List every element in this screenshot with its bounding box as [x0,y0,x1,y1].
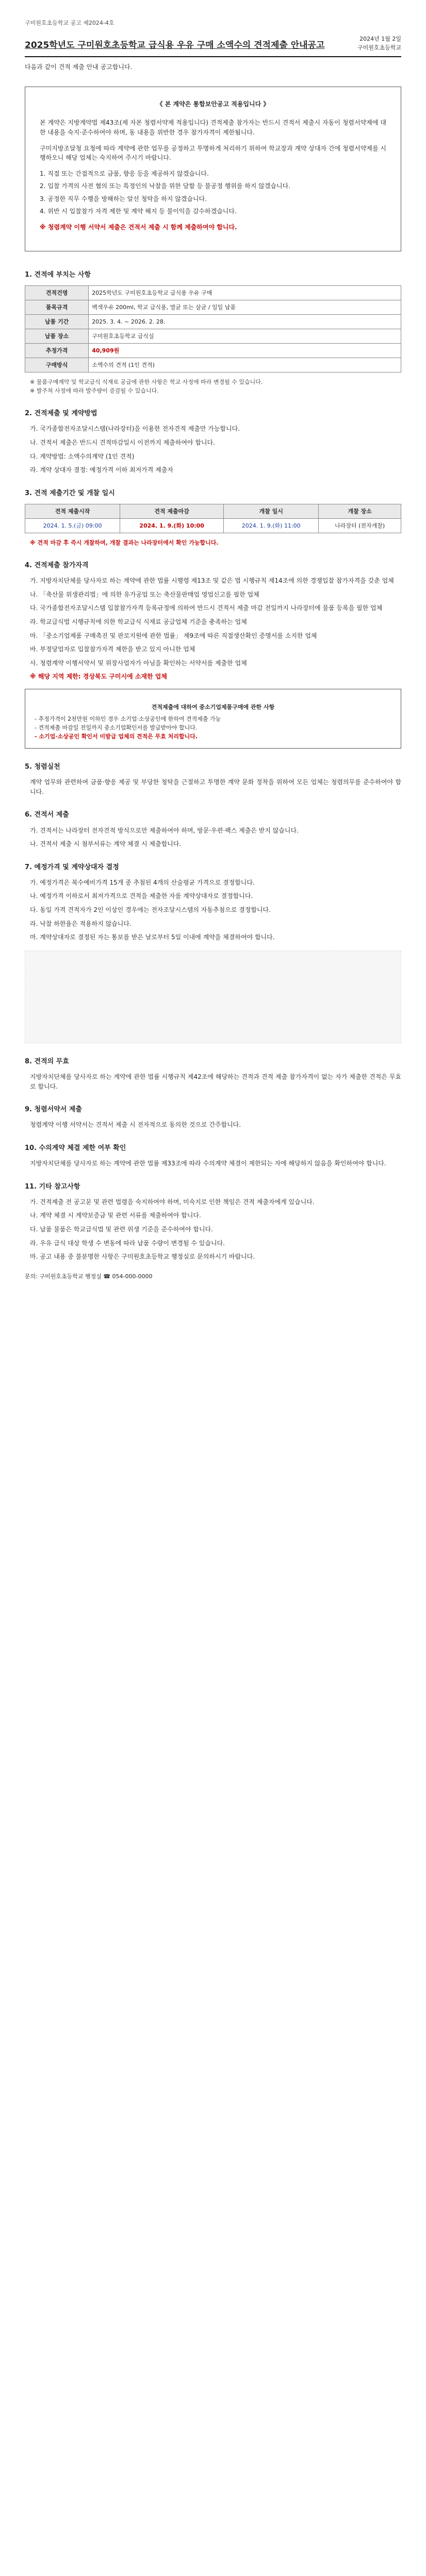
section-1-note: ※ 물품구매계약 및 학교급식 식재료 공급에 관한 사항은 학교 사정에 따라 변경될 수 있습니다. [30,379,263,386]
integrity-notice-box [25,87,401,251]
notice-footer: ※ 청렴계약 이행 서약서 제출은 견적서 제출 시 함께 제출하여야 합니다. [40,224,237,231]
table-row [25,358,401,372]
sme-notice-box [25,689,401,749]
section-6-line: 가. 견적서는 나라장터 전자견적 방식으로만 제출하여야 하며, 방문·우편·팩스 제출은 받지 않습니다. [30,826,299,834]
table-cell: 2024. 1. 5.(금) 09:00 [25,518,120,533]
notice-paragraph: 구미지방조달청 요청에 따라 계약에 관한 업무를 공정하고 투명하게 처리하기 위하여 학교장과 계약 상대자 간에 청렴서약제를 시행하오니 해당 업체는 숙지하여 주시기 바랍니다. [40,144,386,162]
section-7-line: 마. 계약상대자로 결정된 자는 통보를 받은 날로부터 5일 이내에 계약을 체결하여야 합니다. [30,934,275,941]
notice-heading: 《 본 계약은 통합보안공고 적용입니다 》 [156,100,270,108]
section-10-title: 10. 수의계약 체결 제한 여부 확인 [25,1144,126,1152]
table-row [25,518,401,533]
notice-item: 2. 입찰 가격의 사전 협의 또는 특정인의 낙찰을 위한 담합 등 불공정 행위를 하지 않겠습니다. [40,182,290,190]
section-2-line: 가. 국가종합전자조달시스템(나라장터)을 이용한 전자견적 제출만 가능합니다. [30,425,240,433]
section-4-line: 나. 「축산물 위생관리법」에 의한 유가공업 또는 축산물판매업 영업신고를 필한 업체 [30,590,259,598]
section-10-text: 지방자치단체를 당사자로 하는 계약에 관한 법률 제33조에 따라 수의계약 체결이 제한되는 자에 해당하지 않음을 확인하여야 합니다. [30,1160,386,1167]
section-4-line: 사. 청렴계약 이행서약서 및 위장사업자가 아님을 확인하는 서약서를 제출한 업체 [30,659,247,667]
contact-info: 문의: 구미원호초등학교 행정실 ☎ 054-000-0000 [25,1273,153,1280]
section-11-line: 라. 우유 급식 대상 학생 수 변동에 따라 납품 수량이 변경될 수 있습니다. [30,1239,225,1247]
section-4-line: 바. 부정당업자로 입찰참가자격 제한을 받고 있지 아니한 업체 [30,646,195,653]
column-header: 견적 제출마감 [120,504,224,518]
section-4-line: 가. 지방자치단체를 당사자로 하는 계약에 관한 법률 시행령 제13조 및 같은 법 시행규칙 제14조에 의한 경쟁입찰 참가자격을 갖춘 업체 [30,577,394,585]
row-value: 소액수의 견적 (1인 견적) [89,358,401,372]
row-key: 품목규격 [25,300,89,314]
row-value: 2025. 3. 4. ~ 2026. 2. 28. [89,314,401,329]
document-meta [357,35,401,52]
document-date: 2024년 1월 2일 [359,36,401,43]
section-9-title: 9. 청렴서약서 제출 [25,1106,82,1114]
row-key: 납품 기간 [25,314,89,329]
table-row [25,344,401,358]
section-4-line: 라. 학교급식법 시행규칙에 의한 학교급식 식재료 공급업체 기준을 충족하는 업체 [30,618,247,625]
document-title: 2025학년도 구미원호초등학교 급식용 우유 구매 소액수의 견적제출 안내공고 [25,40,325,50]
notice-item: 3. 공정한 직무 수행을 방해하는 알선 청탁을 하지 않겠습니다. [40,195,207,202]
row-key: 납품 장소 [25,329,89,343]
sme-box-line: - 소기업·소상공인 확인서 미발급 업체의 견적은 무효 처리합니다. [35,733,198,740]
notice-number: 구미원호초등학교 공고 제2024-4호 [25,20,114,26]
section-11-title: 11. 기타 참고사항 [25,1182,80,1191]
row-value: 2025학년도 구미원호초등학교 급식용 우유 구매 [89,285,401,300]
section-2-line: 다. 계약방법: 소액수의계약 (1인 견적) [30,452,135,460]
section-7-line: 가. 예정가격은 복수예비가격 15개 중 추첨된 4개의 산술평균 가격으로 결정합니다. [30,878,255,886]
table-header-row [25,504,401,518]
notice-item: 1. 직접 또는 간접적으로 금품, 향응 등을 제공하지 않겠습니다. [40,170,209,177]
table-row [25,300,401,314]
sme-box-line: - 추정가격이 2천만원 이하인 경우 소기업·소상공인에 한하여 견적제출 가능 [35,715,221,722]
section-11-line: 마. 공고 내용 중 불분명한 사항은 구미원호초등학교 행정실로 문의하시기 바랍니다. [30,1253,255,1261]
section-1-note: ※ 발주처 사정에 따라 발주량이 증감될 수 있습니다. [30,387,159,395]
sme-box-line: - 견적제출 마감일 전일까지 중소기업확인서를 발급받아야 합니다. [35,724,198,731]
section-9-text: 청렴계약 이행 서약서는 견적서 제출 시 전자적으로 동의한 것으로 간주합니다. [30,1121,241,1129]
section-11-line: 가. 견적제출 전 공고문 및 관련 법령을 숙지하여야 하며, 미숙지로 인한 책임은 견적 제출자에게 있습니다. [30,1198,315,1206]
section-6-title: 6. 견적서 제출 [25,811,69,819]
document-issuer: 구미원호초등학교 [357,44,401,52]
section-7-line: 다. 동일 가격 견적자가 2인 이상인 경우에는 전자조달시스템의 자동추첨으로 결정합니다. [30,906,271,914]
row-value: 40,909원 [89,344,401,358]
section-4-emphasis: ※ 해당 지역 제한: 경상북도 구미시에 소재한 업체 [30,673,167,681]
table-row [25,314,401,329]
row-key: 구매방식 [25,358,89,372]
table-row [25,285,401,300]
intro-text: 다음과 같이 견적 제출 안내 공고합니다. [25,63,133,71]
title-row [25,35,401,57]
section-8-text: 지방자치단체를 당사자로 하는 계약에 관한 법률 시행규칙 제42조에 해당하는 견적과 견적 제출 참가자격이 없는 자가 제출한 견적은 무효로 합니다. [30,1073,401,1090]
section-6-line: 나. 견적서 제출 시 첨부서류는 계약 체결 시 제출합니다. [30,840,182,848]
column-header: 개찰 일시 [224,504,319,518]
section-1-title: 1. 견적에 부치는 사항 [25,270,91,279]
column-header: 견적 제출시작 [25,504,120,518]
section-7-title: 7. 예정가격 및 계약상대자 결정 [25,863,119,871]
notice-paragraph: 본 계약은 지방계약법 제43조(제 자본 청렴서약제 적용입니다) 견적제출 참가자는 반드시 견적서 제출시 자동이 청렴서약제에 대한 내용을 숙지·준수하여야 하며, 동 내용을 위반한 경우 참가자격이 제한됩니다. [40,119,386,136]
table-cell: 2024. 1. 9.(화) 10:00 [120,518,224,533]
row-value: 구미원호초등학교 급식실 [89,329,401,343]
section-7-line: 라. 낙찰 하한율은 적용하지 않습니다. [30,920,132,927]
table-cell: 2024. 1. 9.(화) 11:00 [224,518,319,533]
section-5-title: 5. 청렴실천 [25,763,60,771]
section-7-line: 나. 예정가격 이하로서 최저가격으로 견적을 제출한 자를 계약상대자로 결정합니다. [30,892,253,900]
section-1-table [25,285,401,372]
section-3-note: ※ 견적 마감 후 즉시 개찰하며, 개찰 결과는 나라장터에서 확인 가능합니다. [30,539,219,546]
row-value: 백색우유 200ml, 학교 급식용, 멸균 또는 살균 / 일일 납품 [89,300,401,314]
section-11-line: 다. 납품 물품은 학교급식법 및 관련 위생 기준을 준수하여야 합니다. [30,1225,213,1233]
table-cell: 나라장터 (전자개찰) [319,518,401,533]
notice-item: 4. 위반 시 입찰참가 자격 제한 및 계약 해지 등 불이익을 감수하겠습니다. [40,208,237,215]
section-5-text: 계약 업무와 관련하여 금품·향응 제공 및 부당한 청탁을 근절하고 투명한 계약 문화 정착을 위하여 모든 업체는 청렴의무를 준수하여야 합니다. [30,778,401,795]
blank-area [25,951,401,1043]
section-3-title: 3. 견적 제출기간 및 개찰 일시 [25,489,115,497]
table-row [25,329,401,343]
sme-box-title: 견적제출에 대하여 중소기업제품구매에 관한 사항 [151,703,275,710]
notice-list [40,169,386,216]
section-4-title: 4. 견적제출 참가자격 [25,561,89,569]
section-4-line: 다. 국가종합전자조달시스템 입찰참가자격 등록규정에 의하여 반드시 견적서 제출 마감 전일까지 나라장터에 물품 등록을 필한 업체 [30,604,383,612]
section-2-title: 2. 견적제출 및 계약방법 [25,410,97,418]
section-8-title: 8. 견적의 무효 [25,1057,69,1065]
row-key: 추정가격 [25,344,89,358]
section-2-line: 나. 견적서 제출은 반드시 견적마감일시 이전까지 제출하여야 합니다. [30,438,215,446]
section-4-line: 마. 「중소기업제품 구매촉진 및 판로지원에 관한 법률」 제9조에 따른 직접생산확인 증명서를 소지한 업체 [30,632,317,639]
schedule-table [25,504,401,533]
section-2-line: 라. 계약 상대자 결정: 예정가격 이하 최저가격 제출자 [30,466,173,474]
row-key: 견적건명 [25,285,89,300]
section-11-line: 나. 계약 체결 시 계약보증금 및 관련 서류를 제출하여야 합니다. [30,1212,201,1219]
column-header: 개찰 장소 [319,504,401,518]
